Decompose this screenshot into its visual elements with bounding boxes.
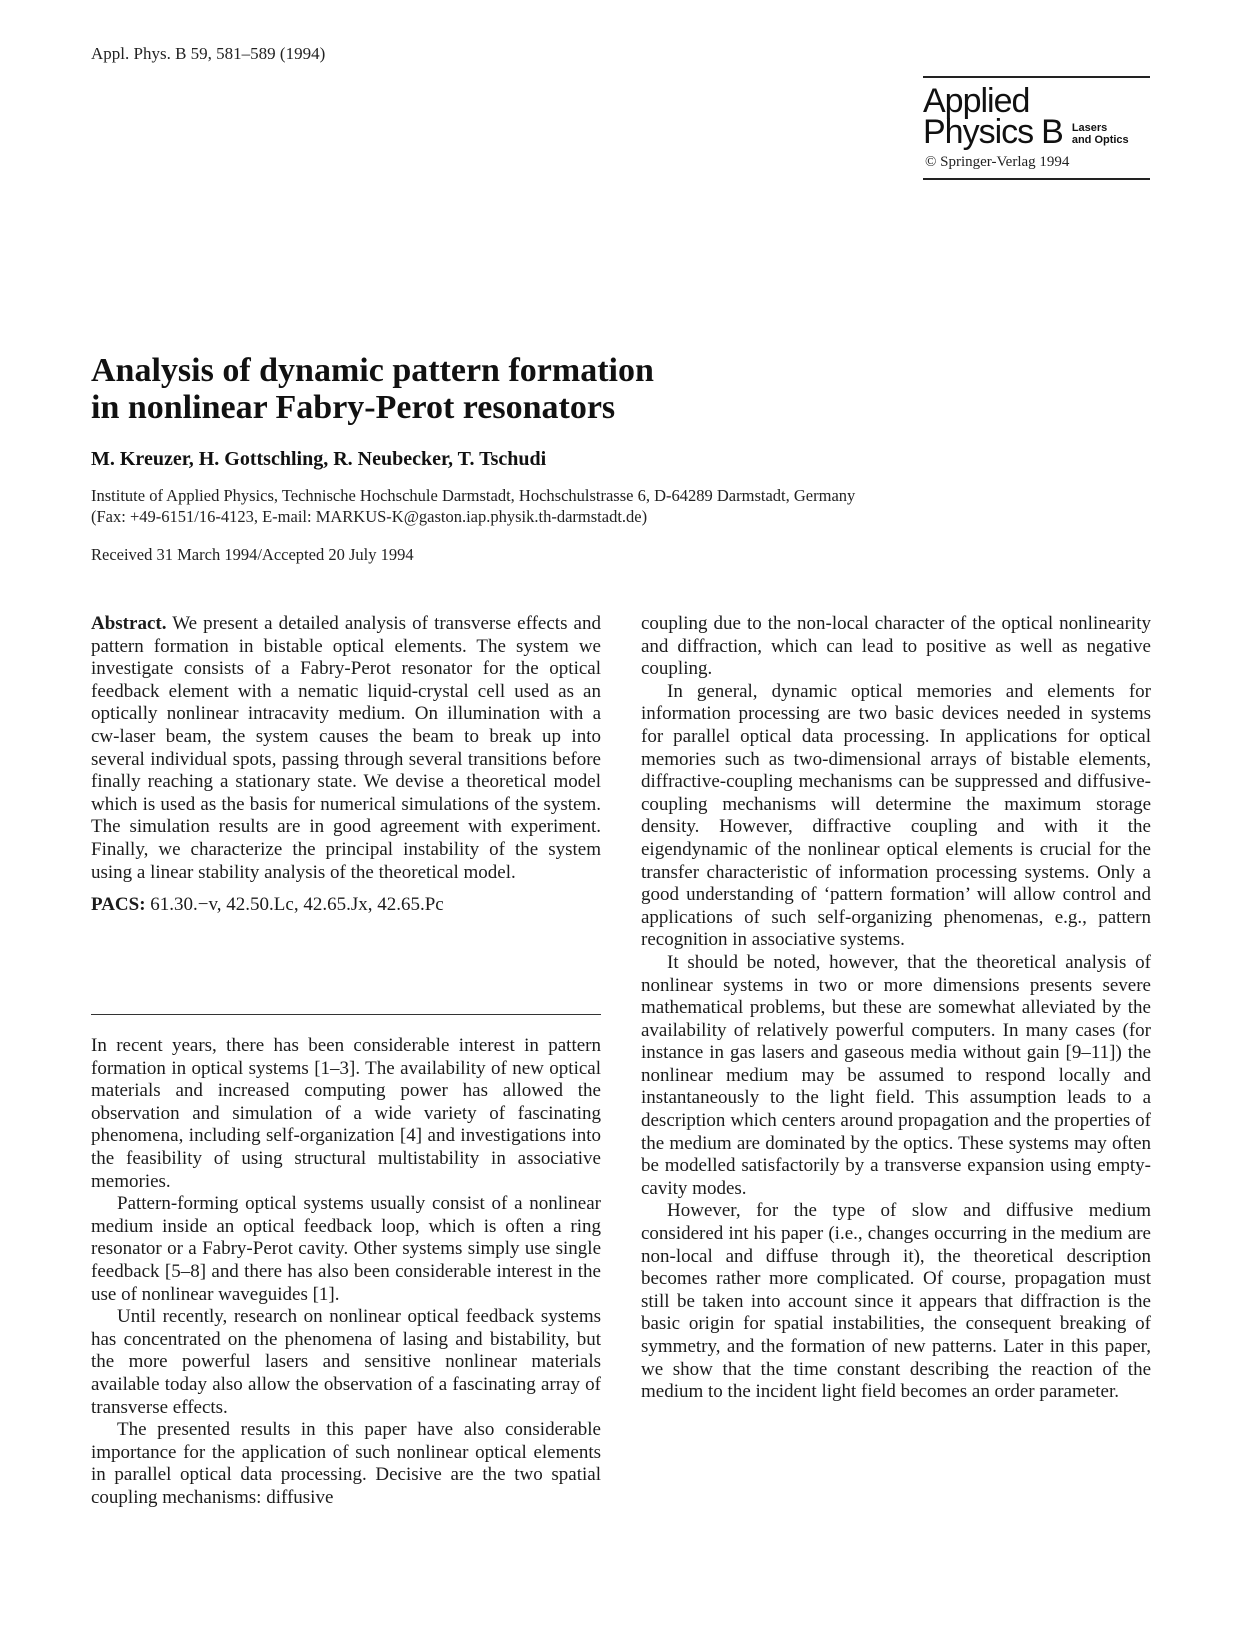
abstract xyxy=(91,613,601,917)
copyright: © Springer-Verlag 1994 xyxy=(925,154,1070,170)
brand-sub-lasers: Lasers xyxy=(1071,122,1108,134)
brand-sub-optics: and Optics xyxy=(1071,134,1129,146)
abstract-divider xyxy=(91,1014,601,1015)
brand-applied: Applied xyxy=(923,82,1030,120)
body-paragraph: However, for the type of slow and diffusive medium considered int his paper (i.e., changes occurring in the medium are non-local and diffuse through it), the theoretical description becomes rather more complicated. Of course, propagation must still be taken into account since it appears that diffraction is the basic origin for spatial instabilities, the consequent breaking of symmetry, and the formation of new patterns. Later in this paper, we show that the time constant describing the reaction of the medium to the incident light field becomes an order parameter. xyxy=(641,1200,1151,1403)
abstract-paragraph xyxy=(91,613,601,884)
brand-b: B xyxy=(1041,113,1064,151)
brand-line-2 xyxy=(923,113,1150,151)
received-date: Received 31 March 1994/Accepted 20 July 1994 xyxy=(91,545,414,564)
abstract-label: Abstract. xyxy=(91,613,167,634)
journal-brand xyxy=(923,82,1150,151)
body-paragraph: In recent years, there has been considerable interest in pattern formation in optical systems [1–3]. The availability of new optical materials and increased computing power has allowed the observation and simulation of a wide variety of fascinating phenomena, including self-organization [4] and investigations into the feasibility of using structural multistability in associative memories. xyxy=(91,1035,601,1192)
pacs-codes: 61.30.−v, 42.50.Lc, 42.65.Jx, 42.65.Pc xyxy=(150,894,444,916)
title-line-2: in nonlinear Fabry-Perot resonators xyxy=(91,389,616,426)
body-paragraph: coupling due to the non-local character of the optical nonlinearity and diffraction, which can lead to positive as well as negative coupling. xyxy=(641,613,1151,680)
body-left-column xyxy=(91,1035,601,1509)
article-title xyxy=(91,352,991,426)
brand-subtitle xyxy=(1072,122,1129,148)
affiliation-line-2: (Fax: +49-6151/16-4123, E-mail: MARKUS-K@gaston.iap.physik.th-darmstadt.de) xyxy=(91,507,648,526)
body-paragraph: It should be noted, however, that the theoretical analysis of nonlinear systems in two or more dimensions presents severe mathematical problems, but these are somewhat alleviated by the availability of relatively powerful computers. In many cases (for instance in gas lasers and gaseous media without gain [9–11]) the nonlinear medium may be assumed to respond locally and instantaneously to the light field. This assumption leads to a description which centers around propagation and the properties of the medium are dominated by the optics. These systems may often be modelled satisfactorily by a transverse expansion using empty-cavity modes. xyxy=(641,951,1151,1199)
affiliation-line-1: Institute of Applied Physics, Technische Hochschule Darmstadt, Hochschulstrasse 6, D-64289 Darmstadt, Germany xyxy=(91,486,856,505)
pacs-label: PACS: xyxy=(91,894,146,916)
journal-logo-box xyxy=(923,76,1150,180)
brand-physics: Physics xyxy=(923,113,1034,151)
logo-top-rule xyxy=(923,76,1150,78)
authors: M. Kreuzer, H. Gottschling, R. Neubecker, T. Tschudi xyxy=(91,448,547,470)
affiliation xyxy=(91,485,1151,527)
title-line-1: Analysis of dynamic pattern formation xyxy=(91,352,654,389)
body-right-column xyxy=(641,613,1151,1404)
body-paragraph: Pattern-forming optical systems usually consist of a nonlinear medium inside an optical feedback loop, which is often a ring resonator or a Fabry-Perot cavity. Other systems simply use single feedback [5–8] and there has also been considerable interest in the use of nonlinear waveguides [1]. xyxy=(91,1193,601,1305)
abstract-text: We present a detailed analysis of transverse effects and pattern formation in bistable optical elements. The system we investigate consists of a Fabry-Perot resonator for the optical feedback element with a nematic liquid-crystal cell used as an optically nonlinear intracavity medium. On illumination with a cw-laser beam, the system causes the beam to break up into several individual spots, passing through several transitions before finally reaching a stationary state. We devise a theoretical model which is used as the basis for numerical simulations of the system. The simulation results are in good agreement with experiment. Finally, we characterize the principal instability of the system using a linear stability analysis of the theoretical model. xyxy=(91,613,601,883)
pacs-line xyxy=(91,894,601,917)
logo-bottom-rule xyxy=(923,178,1150,180)
body-paragraph: Until recently, research on nonlinear optical feedback systems has concentrated on the phenomena of lasing and bistability, but the more powerful lasers and sensitive nonlinear materials available today also allow the observation of a fascinating array of transverse effects. xyxy=(91,1306,601,1418)
body-paragraph: In general, dynamic optical memories and elements for information processing are two basic devices needed in systems for parallel optical data processing. In applications for optical memories such as two-dimensional arrays of bistable elements, diffractive-coupling mechanisms can be suppressed and diffusive-coupling mechanisms will determine the maximum storage density. However, diffractive coupling and with it the eigendynamic of the nonlinear optical elements is crucial for the transfer characteristic of information processing systems. Only a good understanding of ‘pattern formation’ will allow control and applications of such self-organizing phenomenas, e.g., pattern recognition in associative systems. xyxy=(641,680,1151,951)
body-paragraph: The presented results in this paper have also considerable importance for the application of such nonlinear optical elements in parallel optical data processing. Decisive are the two spatial coupling mechanisms: diffusive xyxy=(91,1419,601,1508)
journal-citation: Appl. Phys. B 59, 581–589 (1994) xyxy=(91,44,326,63)
